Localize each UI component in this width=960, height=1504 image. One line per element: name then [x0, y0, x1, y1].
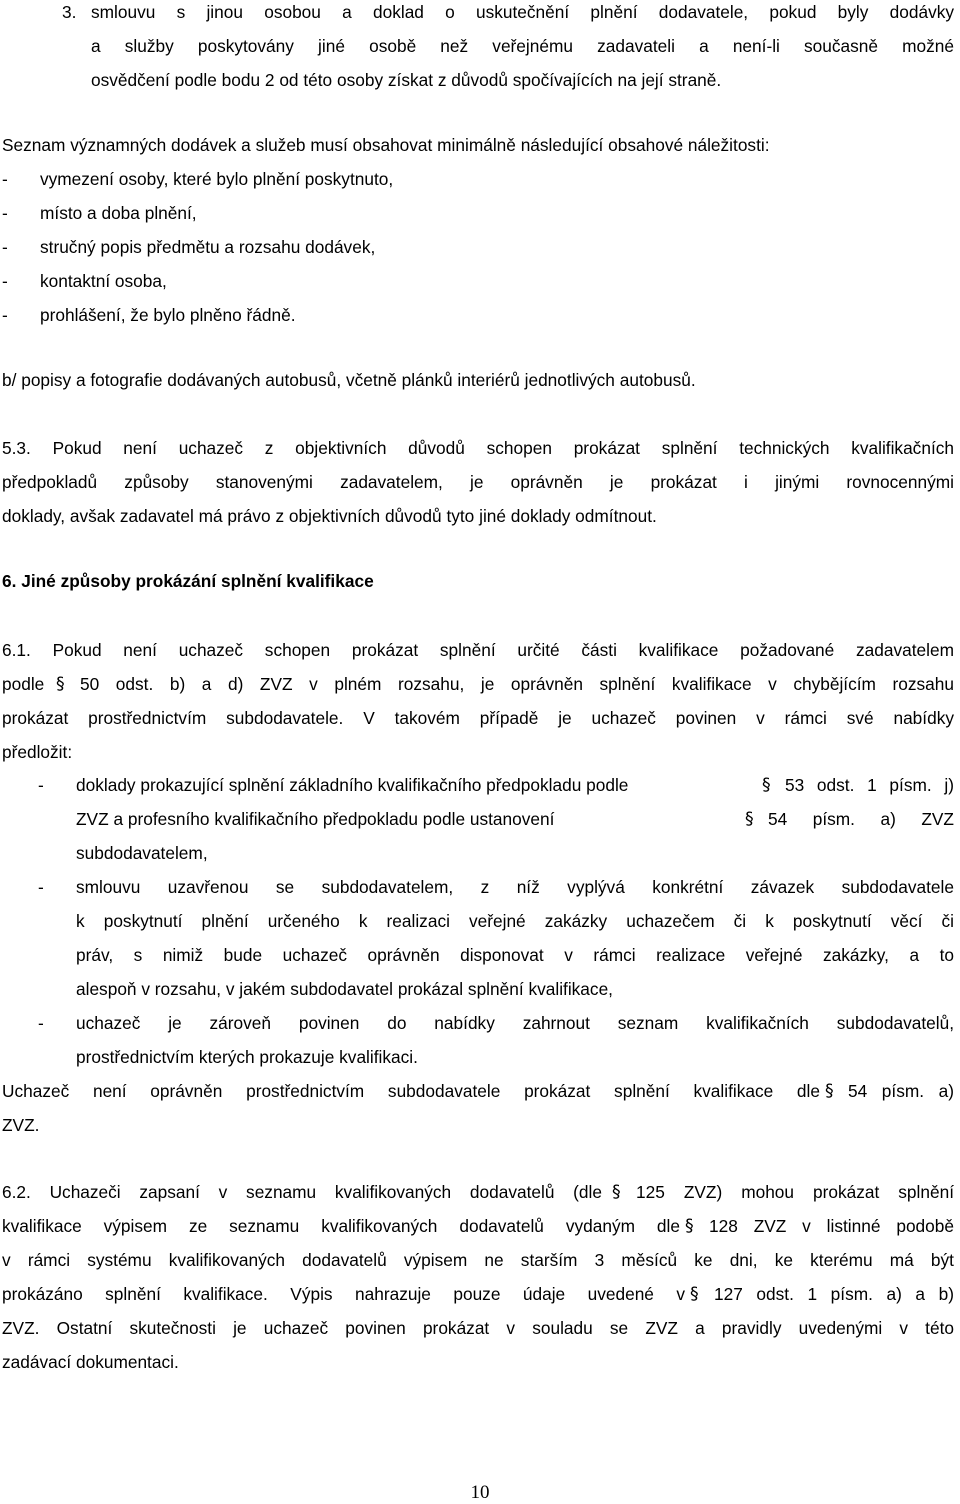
para-62-line-6: zadávací dokumentaci. — [2, 1352, 179, 1372]
para-61-end-line-2: ZVZ. — [2, 1115, 40, 1135]
section-sign: § — [825, 1081, 834, 1101]
section-sign: § — [56, 674, 65, 694]
para-62-line-2b: 128 ZVZ v listinné podobě — [709, 1216, 954, 1236]
dash: - — [2, 203, 8, 223]
item-b-line-4: alespoň v rozsahu, v jakém subdodavatel prokázal splnění kvalifikace, — [76, 979, 613, 999]
para-62-line-3: v rámci systému kvalifikovaných dodavatelů výpisem ne starším 3 měsíců ke dni, ke kterému má být — [2, 1250, 954, 1270]
dash: - — [2, 237, 8, 257]
section-sign: § — [690, 1284, 699, 1304]
item3-line-2: a služby poskytovány jiné osobě než veřejnému zadavateli a není-li současně možné — [91, 36, 954, 56]
list-item: místo a doba plnění, — [40, 203, 197, 223]
item-c-line-1: uchazeč je zároveň povinen do nabídky zahrnout seznam kvalifikačních subdodavatelů, — [76, 1013, 954, 1033]
para-53-line-3: doklady, avšak zadavatel má právo z objektivních důvodů tyto jiné doklady odmítnout. — [2, 506, 657, 526]
para-61-line-2a: podle — [2, 674, 45, 694]
list-item: vymezení osoby, které bylo plnění poskytnuto, — [40, 169, 394, 189]
paragraph-b: b/ popisy a fotografie dodávaných autobusů, včetně plánků interiérů jednotlivých autobusů. — [2, 370, 696, 390]
list-item: kontaktní osoba, — [40, 271, 167, 291]
section-heading: 6. Jiné způsoby prokázání splnění kvalifikace — [2, 571, 374, 591]
item3-line-1: smlouvu s jinou osobou a doklad o uskutečnění plnění dodavatele, pokud byly dodávky — [91, 2, 954, 22]
item-b-line-2: k poskytnutí plnění určeného k realizaci veřejné zakázky uchazečem či k poskytnutí věcí či — [76, 911, 954, 931]
para-61-end-line-1a: Uchazeč není oprávněn prostřednictvím subdodavatele prokázat splnění kvalifikace dle — [2, 1081, 820, 1101]
para-62-line-4b: 127 odst. 1 písm. a) a b) — [714, 1284, 954, 1304]
para-61-line-2b: 50 odst. b) a d) ZVZ v plném rozsahu, je oprávněn splnění kvalifikace v chybějícím rozsahu — [80, 674, 954, 694]
section-sign: § — [685, 1216, 694, 1236]
para-62-line-2a: kvalifikace výpisem ze seznamu kvalifikovaných dodavatelů vydaným dle — [2, 1216, 680, 1236]
para-53-line-1: 5.3. Pokud není uchazeč z objektivních důvodů schopen prokázat splnění technických kvalifikačních — [2, 438, 954, 458]
list-item: stručný popis předmětu a rozsahu dodávek, — [40, 237, 376, 257]
section-sign: § — [612, 1182, 621, 1202]
para-62-line-4a: prokázáno splnění kvalifikace. Výpis nahrazuje pouze údaje uvedené v — [2, 1284, 685, 1304]
item-b-line-1: smlouvu uzavřenou se subdodavatelem, z níž vyplývá konkrétní závazek subdodavatele — [76, 877, 954, 897]
dash: - — [38, 1013, 44, 1033]
dash: - — [38, 775, 44, 795]
page-number: 10 — [470, 1482, 490, 1503]
para-61-end-line-1b: 54 písm. a) — [848, 1081, 954, 1101]
dash: - — [2, 271, 8, 291]
para-61-line-1: 6.1. Pokud není uchazeč schopen prokázat splnění určité části kvalifikace požadované zadavatelem — [2, 640, 954, 660]
section-sign: § — [762, 775, 771, 795]
dash: - — [2, 305, 8, 325]
para-61-line-3: prokázat prostřednictvím subdodavatele. V takovém případě je uchazeč povinen v rámci své nabídky — [2, 708, 954, 728]
section-sign: § — [745, 809, 754, 829]
item-number: 3. — [62, 2, 77, 22]
dash: - — [2, 169, 8, 189]
list-intro: Seznam významných dodávek a služeb musí obsahovat minimálně následující obsahové náležitosti: — [2, 135, 770, 155]
para-61-line-4: předložit: — [2, 742, 73, 762]
item-a-line-1a: doklady prokazující splnění základního kvalifikačního předpokladu podle — [76, 775, 629, 795]
para-53-line-2: předpokladů způsoby stanovenými zadavatelem, je oprávněn je prokázat i jinými rovnocennými — [2, 472, 954, 492]
item3-line-3: osvědčení podle bodu 2 od této osoby získat z důvodů spočívajících na její straně. — [91, 70, 722, 90]
dash: - — [38, 877, 44, 897]
para-62-line-1a: 6.2. Uchazeči zapsaní v seznamu kvalifikovaných dodavatelů (dle — [2, 1182, 602, 1202]
list-item: prohlášení, že bylo plněno řádně. — [40, 305, 296, 325]
item-a-line-2a: ZVZ a profesního kvalifikačního předpokladu podle ustanovení — [76, 809, 555, 829]
item-c-line-2: prostřednictvím kterých prokazuje kvalifikaci. — [76, 1047, 418, 1067]
para-62-line-5: ZVZ. Ostatní skutečnosti je uchazeč povinen prokázat v souladu se ZVZ a pravidly uvedenými v této — [2, 1318, 954, 1338]
item-a-line-2b: 54 písm. a) ZVZ — [768, 809, 954, 829]
item-a-line-1b: 53 odst. 1 písm. j) — [785, 775, 954, 795]
item-a-line-3: subdodavatelem, — [76, 843, 208, 863]
para-62-line-1b: 125 ZVZ) mohou prokázat splnění — [636, 1182, 954, 1202]
item-b-line-3: práv, s nimiž bude uchazeč oprávněn disponovat v rámci realizace veřejné zakázky, a to — [76, 945, 954, 965]
